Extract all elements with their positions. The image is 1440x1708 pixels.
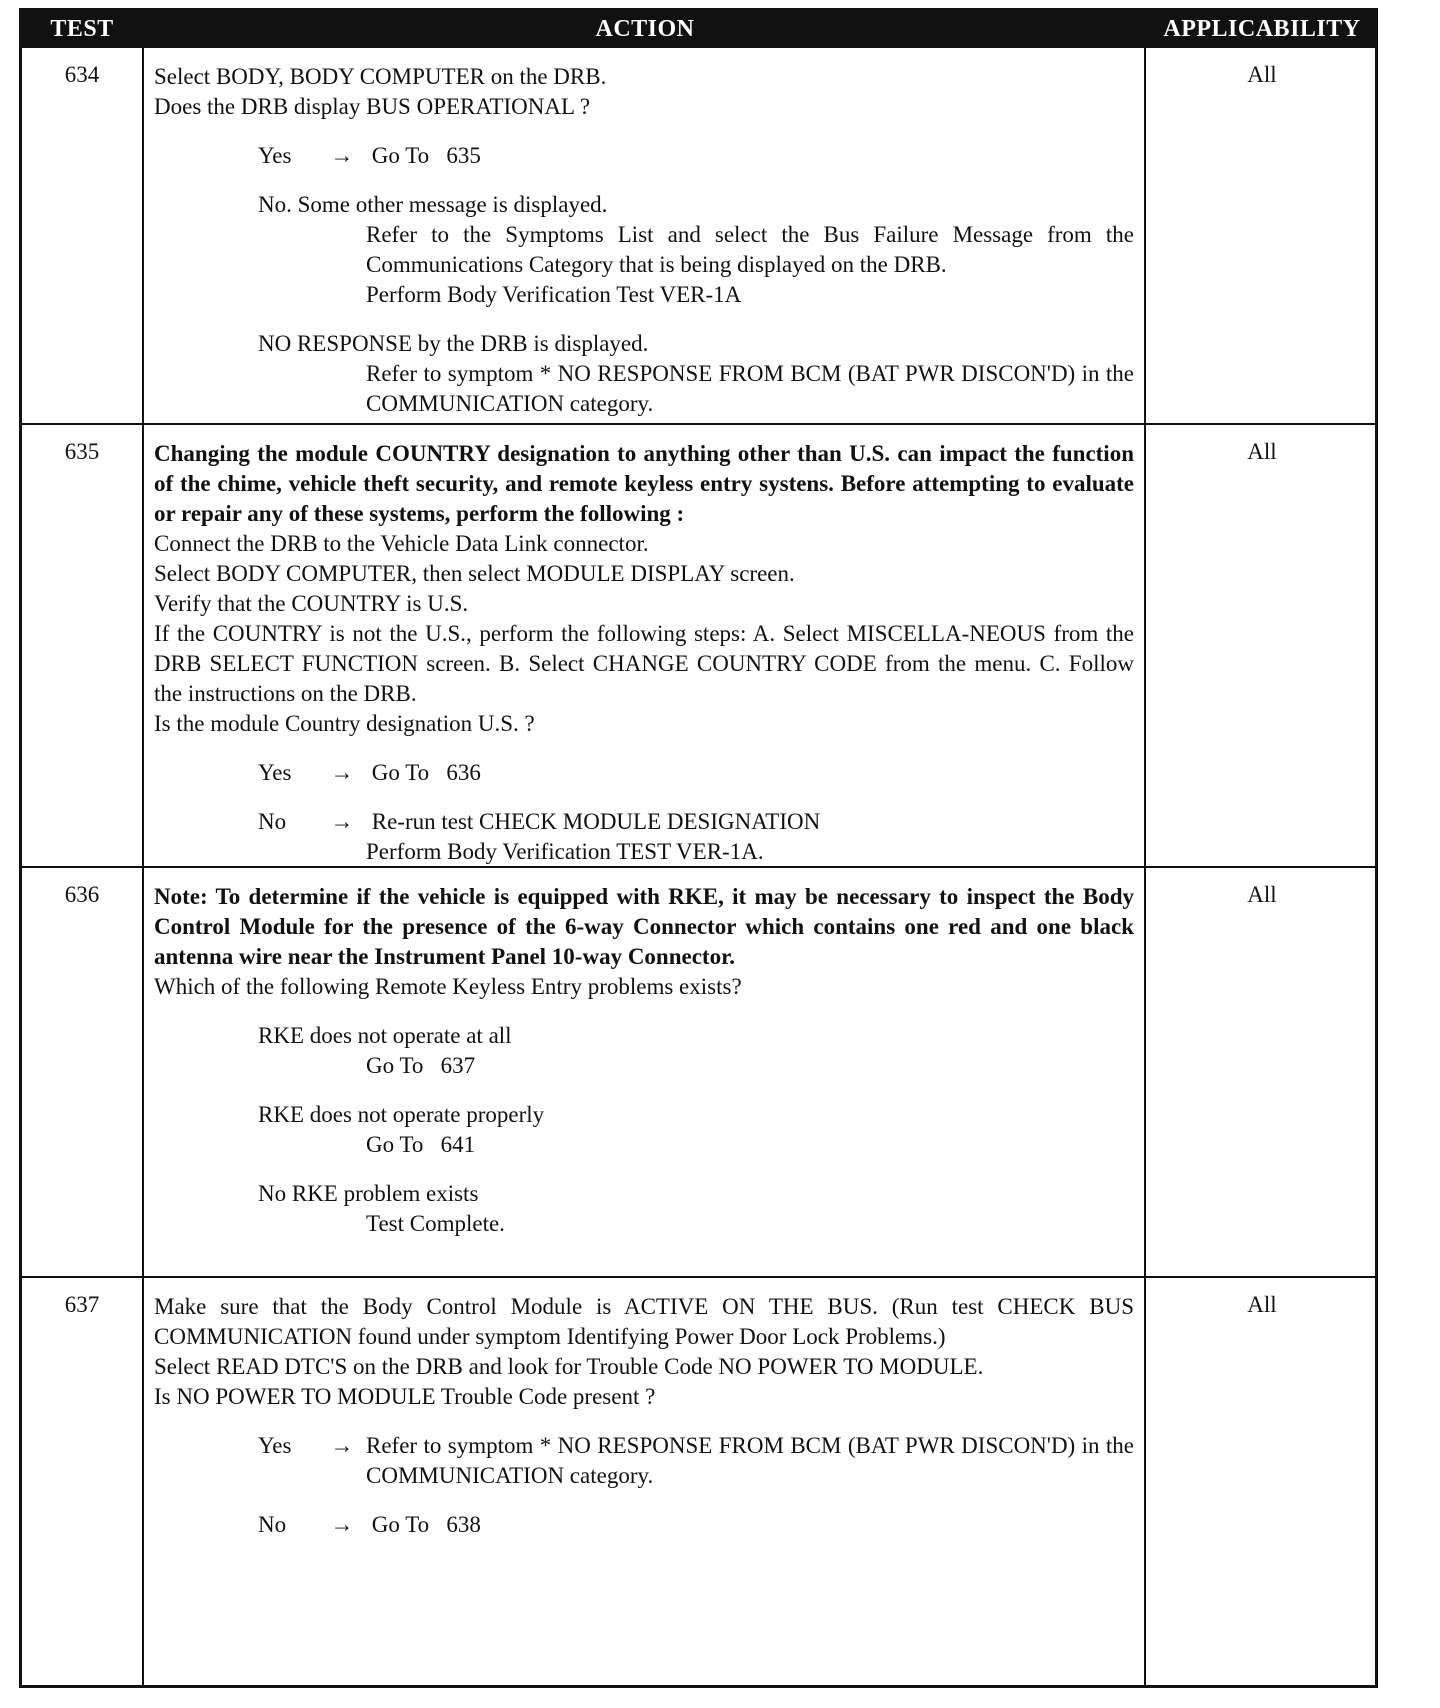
test-number: 634 — [64, 62, 100, 87]
arrow-right-icon: → — [330, 760, 354, 785]
action-cell — [154, 62, 1134, 419]
action-text: Select BODY, BODY COMPUTER on the DRB. — [154, 64, 607, 89]
action-step: Verify that the COUNTRY is U.S. — [154, 591, 469, 616]
diagnostic-table — [19, 8, 1378, 1688]
answer-yes-target: Refer to symptom * NO RESPONSE FROM BCM (BAT PWR DISCON'D) in the COMMUNICATION category. — [366, 1433, 1134, 1488]
answer-no: No. Some other message is displayed. — [258, 192, 608, 217]
applicability-value: All — [1247, 1292, 1277, 1317]
arrow-right-icon: → — [330, 809, 354, 834]
answer-yes: Yes → Go To 636 — [154, 758, 1134, 788]
option-2-target: Go To 641 — [366, 1132, 476, 1157]
answer-no-detail-2: Perform Body Verification Test VER-1A — [366, 282, 742, 307]
option-2-label: RKE does not operate properly — [258, 1102, 545, 1127]
answer-no: No → Go To 638 — [154, 1510, 1134, 1540]
answer-no: No → Re-run test CHECK MODULE DESIGNATION — [154, 807, 1134, 837]
arrow-right-icon: → — [330, 143, 354, 168]
table-row-635 — [22, 425, 1375, 868]
answer-yes: Yes → Refer to symptom * NO RESPONSE FROM BCM (BAT PWR DISCON'D) in the COMMUNICATION category. — [154, 1431, 1134, 1461]
option-1-target: Go To 637 — [366, 1053, 476, 1078]
applicability-value: All — [1247, 439, 1277, 464]
answer-no-response: NO RESPONSE by the DRB is displayed. — [258, 331, 649, 356]
test-number: 636 — [64, 882, 100, 907]
table-row-636 — [22, 868, 1375, 1278]
test-number: 635 — [64, 439, 100, 464]
answer-yes: Yes → Go To 635 — [154, 141, 1134, 171]
answer-no-detail: Perform Body Verification TEST VER-1A. — [366, 839, 764, 864]
option-3-target: Test Complete. — [366, 1211, 505, 1236]
header-applicability: APPLICABILITY — [1163, 16, 1361, 42]
applicability-value: All — [1247, 882, 1277, 907]
action-paragraph: Make sure that the Body Control Module is ACTIVE ON THE BUS. (Run test CHECK BUS COMMUNICATION found under symptom Identifying Power Door Lock Problems.) — [154, 1294, 1134, 1349]
test-number: 637 — [64, 1292, 100, 1317]
option-1-label: RKE does not operate at all — [258, 1023, 512, 1048]
action-question: Is NO POWER TO MODULE Trouble Code present ? — [154, 1384, 656, 1409]
action-steps-paragraph: If the COUNTRY is not the U.S., perform the following steps: A. Select MISCELLA-NEOUS from the DRB SELECT FUNCTION screen. B. Select CHANGE COUNTRY CODE from the menu. C. Follow the instructions on the DRB. — [154, 621, 1134, 706]
header-test: TEST — [50, 16, 114, 42]
action-cell — [154, 1292, 1134, 1540]
action-cell — [154, 882, 1134, 1239]
action-question: Does the DRB display BUS OPERATIONAL ? — [154, 94, 591, 119]
action-paragraph: Select READ DTC'S on the DRB and look for Trouble Code NO POWER TO MODULE. — [154, 1354, 984, 1379]
applicability-value: All — [1247, 62, 1277, 87]
answer-no-detail: Refer to the Symptoms List and select the Bus Failure Message from the Communications Category that is being displayed on the DRB. — [366, 222, 1134, 277]
action-question: Which of the following Remote Keyless Entry problems exists? — [154, 974, 742, 999]
header-action: ACTION — [595, 16, 695, 42]
warning-text: Changing the module COUNTRY designation to anything other than U.S. can impact the function of the chime, vehicle theft security, and remote keyless entry systens. Before attempting to evaluate or repair any of these systems, perform the following : — [154, 441, 1134, 526]
action-question: Is the module Country designation U.S. ? — [154, 711, 535, 736]
arrow-right-icon: → — [330, 1512, 354, 1537]
action-cell — [154, 439, 1134, 867]
arrow-right-icon: → — [330, 1433, 354, 1458]
option-3-label: No RKE problem exists — [258, 1181, 479, 1206]
action-step: Select BODY COMPUTER, then select MODULE DISPLAY screen. — [154, 561, 795, 586]
action-step: Connect the DRB to the Vehicle Data Link connector. — [154, 531, 649, 556]
table-header — [22, 11, 1375, 48]
table-row-634 — [22, 48, 1375, 425]
note-text: Note: To determine if the vehicle is equipped with RKE, it may be necessary to inspect the Body Control Module for the presence of the 6-way Connector which contains one red and one black antenna wire near the Instrument Panel 10-way Connector. — [154, 884, 1134, 969]
table-row-637 — [22, 1278, 1375, 1685]
answer-no-response-detail: Refer to symptom * NO RESPONSE FROM BCM (BAT PWR DISCON'D) in the COMMUNICATION category. — [366, 361, 1134, 416]
